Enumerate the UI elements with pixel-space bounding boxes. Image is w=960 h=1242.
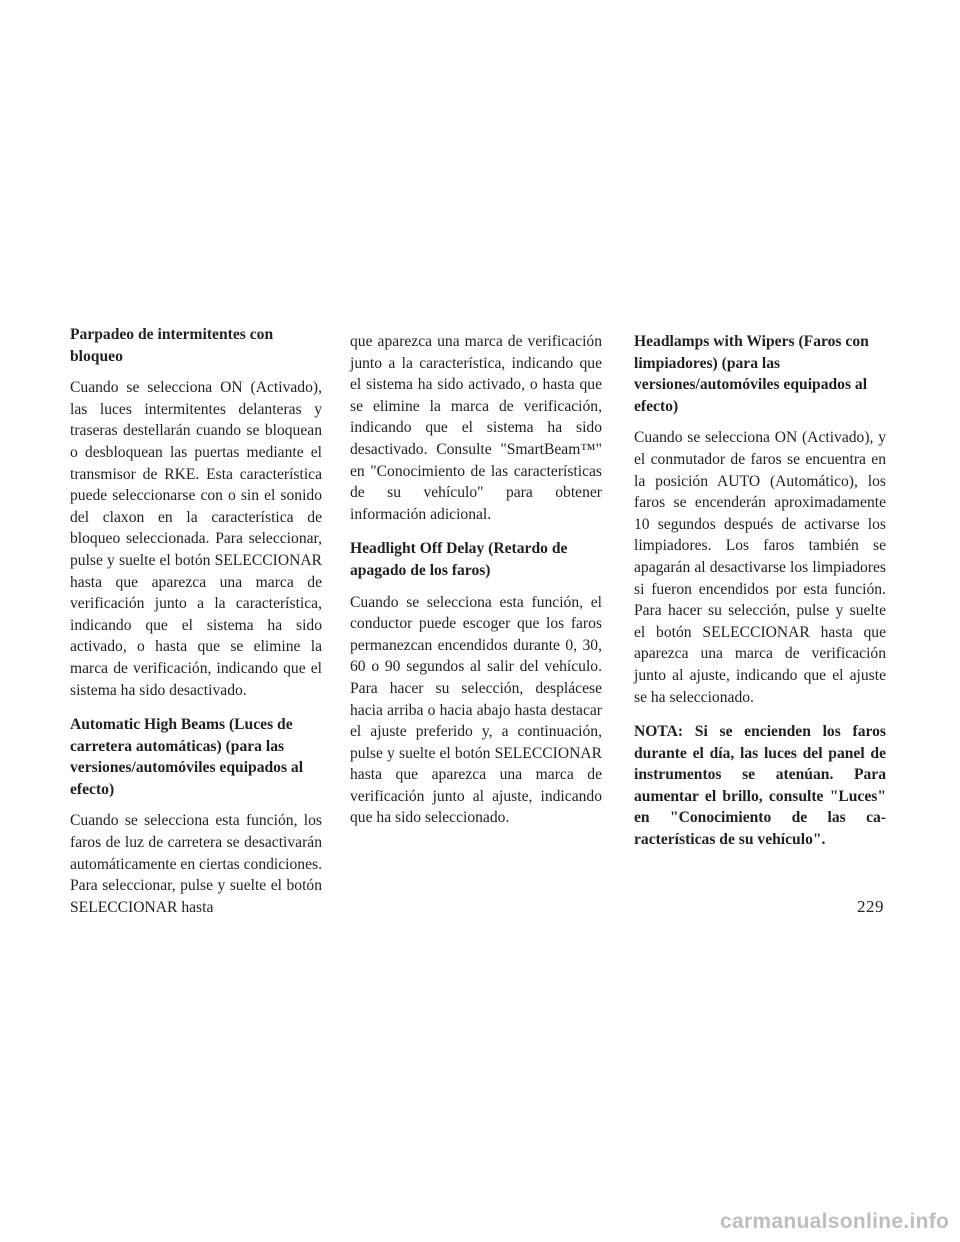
page-number: 229 (857, 897, 884, 916)
section-heading-headlamps-with-wipers: Headlamps with Wipers (Faros con limpiadores) (para las versiones/automóviles equipados al efecto) (634, 333, 869, 415)
section-heading-headlight-off-delay: Headlight Off Delay (Retardo de apagado de los faros) (350, 540, 568, 579)
section-body-flash-lights-with-lock: Cuando se selecciona ON (Activado), las luces intermitentes delanteras y traseras destellarán cuando se bloquean o desbloquean las puertas mediante el transmisor de RKE. Esta característica puede seleccionarse con o sin el sonido del claxon en la característica de bloqueo seleccionada. Para seleccionar, pulse y suelte el botón SELECCIONAR hasta que aparezca una marca de verificación junto a la característica, indicando que el sistema ha sido activado, o hasta que se elimine la marca de verificación, indicando que el sistema ha sido desactivado. (70, 379, 322, 699)
section-body-automatic-high-beams-continued: que aparezca una marca de verificación junto a la característica, indicando que el sistema ha sido activado, o hasta que se elimine la marca de verificación, indicando que el sistema ha sido desactivado. Consulte "SmartBeam™" en "Conocimiento de las características de su vehículo" para obtener información adicional. (350, 333, 602, 523)
section-heading-flash-lights-with-lock: Parpadeo de intermitentes con bloqueo (70, 326, 274, 365)
note-paragraph: NOTA: Si se encienden los faros durante el día, las luces del panel de instrumentos se atenúan. Para aumentar el brillo, consulte "Luces" en "Conocimiento de las características de su vehículo". (634, 723, 886, 849)
section-heading-automatic-high-beams: Automatic High Beams (Luces de carretera automáticas) (para las versiones/automóviles equipados al efecto) (70, 716, 304, 798)
left-column (70, 324, 322, 931)
section-body-automatic-high-beams-start: Cuando se selecciona esta función, los faros de luz de carretera se desactivarán automáticamente en ciertas condiciones. Para seleccionar, pulse y suelte el botón SELECCIONAR hasta (70, 812, 322, 916)
right-column (634, 331, 886, 864)
section-body-headlamps-with-wipers: Cuando se selecciona ON (Activado), y el conmutador de faros se encuentra en la posición AUTO (Automático), los faros se encenderán aproximadamente 10 segundos después de activarse los limpiadores. Los faros también se apagarán al desactivarse los limpiadores si fueron encendidos por esta función. Para hacer su selección, pulse y suelte el botón SELECCIONAR hasta que aparezca una marca de verificación junto al ajuste, indicando que el ajuste se ha seleccionado. (634, 429, 886, 706)
middle-column (350, 331, 602, 842)
section-body-headlight-off-delay: Cuando se selecciona esta función, el conductor puede escoger que los faros permanezcan encendidos durante 0, 30, 60 o 90 segundos al salir del vehículo. Para hacer su selección, desplácese hacia arriba o hacia abajo hasta destacar el ajuste preferido y, a continuación, pulse y suelte el botón SELECCIONAR hasta que aparezca una marca de verificación junto al ajuste, indicando que ha sido seleccionado. (350, 593, 602, 827)
watermark: carmanualsonline.info (720, 1210, 950, 1233)
